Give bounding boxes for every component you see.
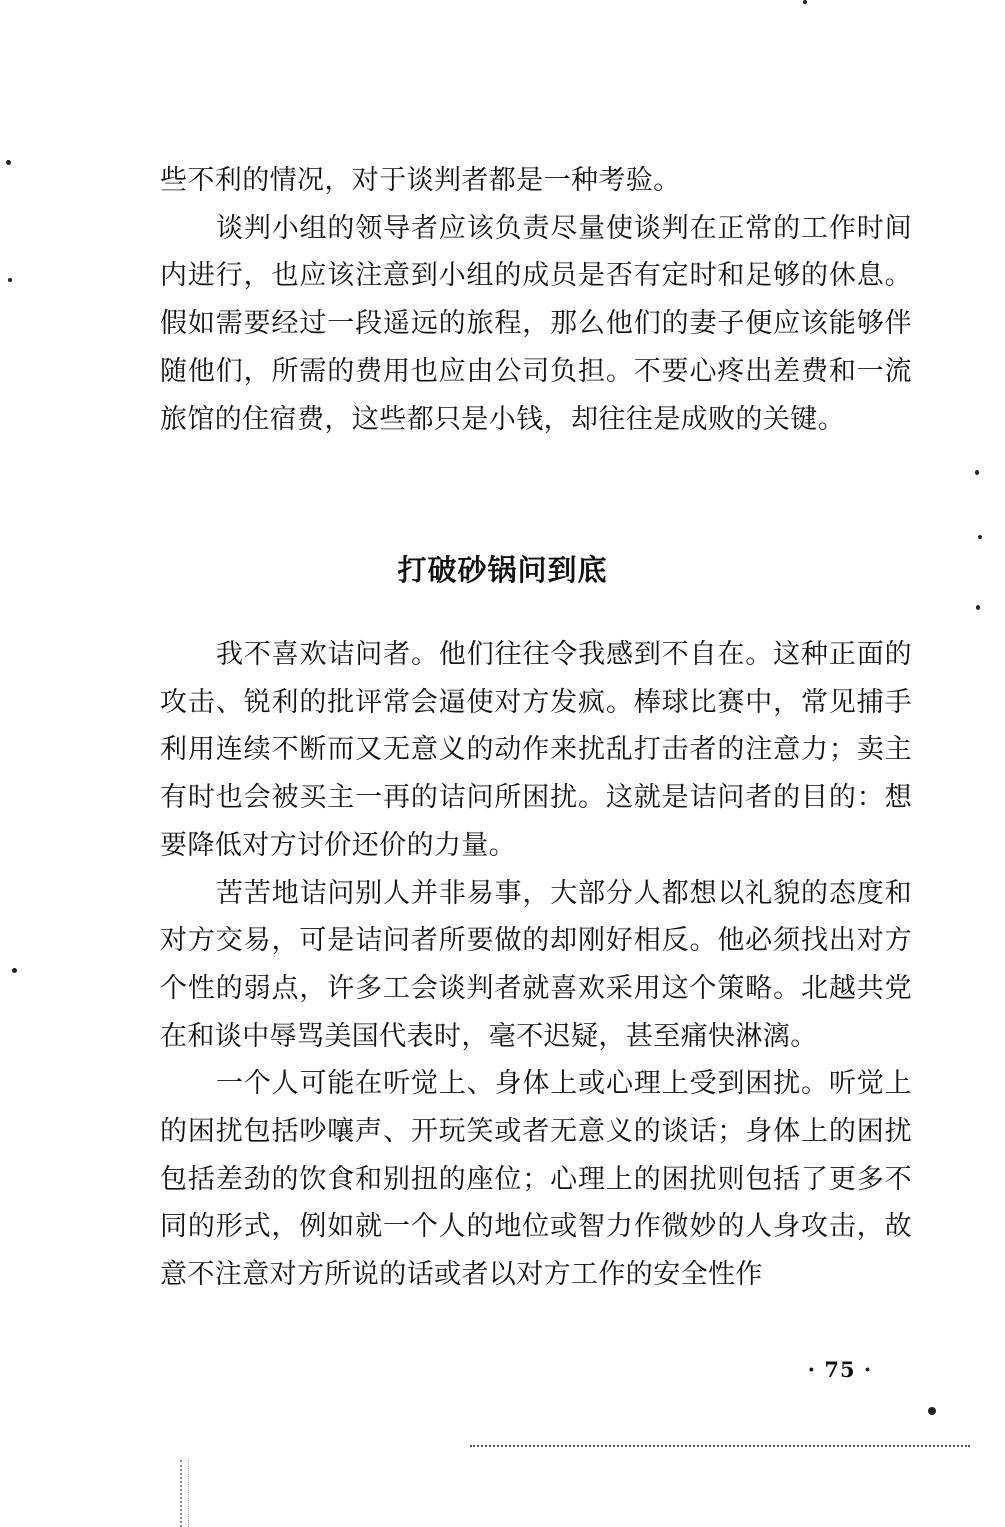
scan-speck (975, 470, 979, 475)
top-text-block (160, 157, 912, 443)
paragraph-continuation: 些不利的情况，对于谈判者都是一种考验。 (160, 165, 681, 196)
paragraph: 我不喜欢诘问者。他们往往令我感到不自在。这种正面的攻击、锐利的批评常会逼使对方发疯。棒球比赛中，常见捕手利用连续不断而又无意义的动作来扰乱打击者的注意力；卖主有时也会被买主一再的诘问所困扰。这就是诘问者的目的：想要降低对方讨价还价的力量。 (160, 639, 912, 861)
scan-speck (978, 535, 982, 539)
scan-speck (928, 1407, 936, 1415)
paragraph: 谈判小组的领导者应该负责尽量使谈判在正常的工作时间内进行，也应该注意到小组的成员是否有定时和足够的休息。假如需要经过一段遥远的旅程，那么他们的妻子便应该能够伴随他们，所需的费用也应由公司负担。不要心疼出差费和一流旅馆的住宿费，这些都只是小钱，却往往是成败的关键。 (160, 212, 912, 435)
scan-speck (12, 968, 17, 973)
scan-edge-line (470, 1445, 970, 1447)
section-heading: 打破砂锅问到底 (397, 553, 608, 587)
scan-speck (6, 160, 11, 165)
paragraph: 苦苦地诘问别人并非易事，大部分人都想以礼貌的态度和对方交易，可是诘问者所要做的却刚好相反。他必须找出对方个性的弱点，许多工会谈判者就喜欢采用这个策略。北越共党在和谈中辱骂美国代表时，毫不迟疑，甚至痛快淋漓。 (160, 877, 912, 1052)
scan-gutter-line (180, 1460, 189, 1527)
scan-speck (803, 0, 807, 4)
bottom-text-block (160, 631, 912, 1299)
scan-speck (8, 278, 12, 282)
paragraph: 一个人可能在听觉上、身体上或心理上受到困扰。听觉上的困扰包括吵嚷声、开玩笑或者无意义的谈话；身体上的困扰包括差劲的饮食和别扭的座位；心理上的困扰则包括了更多不同的形式，例如就一个人的地位或智力作微妙的人身攻击，故意不注意对方所说的话或者以对方工作的安全性作 (160, 1068, 912, 1291)
scan-speck (976, 605, 980, 610)
page-number: · 75 · (807, 1357, 873, 1382)
